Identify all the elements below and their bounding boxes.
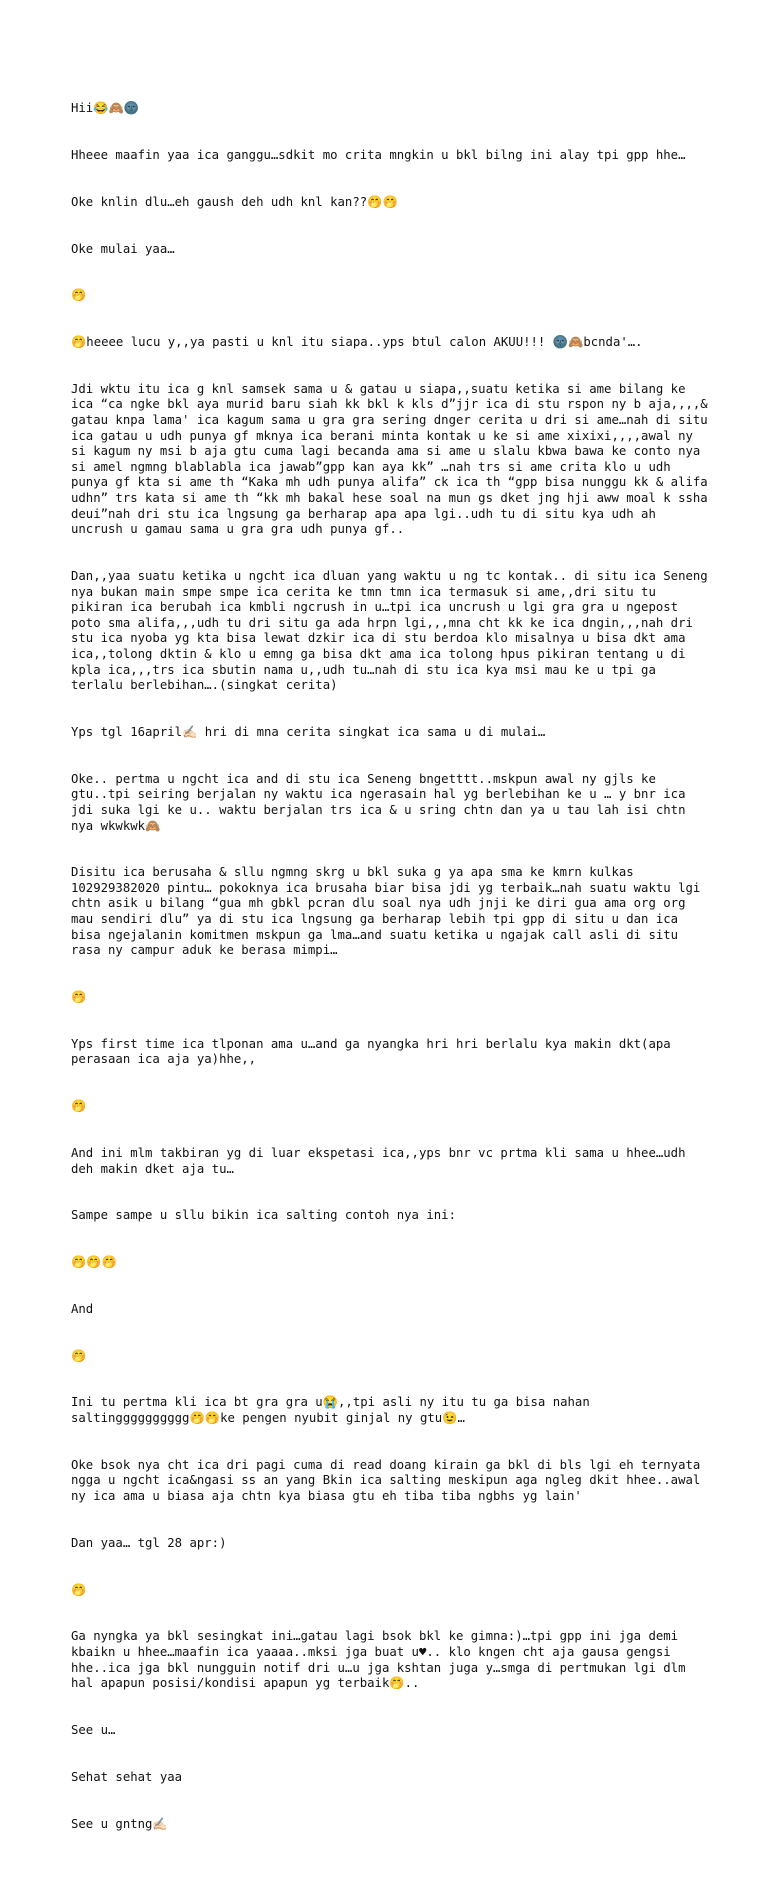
- document-body: [71, 70, 716, 1894]
- text-line: Ga nyngka ya bkl sesingkat ini…gatau lagi bsok bkl ke gimna:)…tpi gpp ini jga demi kbaikn u hhee…maafin ica yaaaa..mksi jga buat u♥.. klo kngen cht aja gausa gengsi hhe..ica jga bkl nungguin notif dri u…u jga kshtan juga y…smga di pertmukan lgi dlm hal apapun posisi/kondisi apapun yg terbaik🤭..: [71, 1629, 693, 1691]
- text-line: 🤭: [71, 1582, 87, 1597]
- text-line: 🤭: [71, 1348, 87, 1363]
- text-line: Oke knlin dlu…eh gaush deh udh knl kan??🤭🤭: [71, 194, 398, 209]
- paragraph: Yps first time ica tlponan ama u…and ga nyangka hri hri berlalu kya makin dkt(apa perasaan ica aja ya)hhe,,: [71, 1036, 679, 1067]
- text-line: 🤭: [71, 288, 87, 303]
- text-line: Ini tu pertma kli ica bt gra gra u😭,,tpi asli ny itu tu ga bisa nahan saltingggggggggg🤭🤭ke pengen nyubit ginjal ny gtu😉…: [71, 1395, 598, 1426]
- text-line: 🤭: [71, 990, 87, 1005]
- text-line: Hheee maafin yaa ica ganggu…sdkit mo crita mngkin u bkl bilng ini alay tpi gpp hhe…: [71, 147, 686, 162]
- paragraph: And ini mlm takbiran yg di luar ekspetasi ica,,yps bnr vc prtma kli sama u hhee…udh deh makin dket aja tu…: [71, 1145, 693, 1176]
- text-line: Sehat sehat yaa: [71, 1769, 183, 1784]
- text-line: [71, 1863, 711, 1879]
- text-line: Yps tgl 16april✍🏻 hri di mna cerita singkat ica sama u di mulai…: [71, 724, 546, 739]
- paragraph: Oke bsok nya cht ica dri pagi cuma di read doang kirain ga bkl di bls lgi eh ternyata ngga u ngcht ica&ngasi ss an yang Bkin ica salting meskipun aga ngleg dkit hhee..awal ny ica ama u biasa aja chtn kya biasa gtu eh tiba tiba ngbhs yg lain': [71, 1457, 708, 1504]
- paragraph: Dan,,yaa suatu ketika u ngcht ica dluan yang waktu u ng tc kontak.. di situ ica Seneng nya bukan main smpe smpe ica cerita ke tmn tmn ica termasuk si ame,,dri situ tu pikiran ica berubah ica kmbli ngcrush in u…tpi ica uncrush u lgi gra gra u ngepost poto sma alifa,,,udh tu dri situ ga ada hrpn lgi,,,mna cht kk ke ica dngin,,,nah dri stu ica nyoba yg kta bisa lewat dzkir ica di stu berdoa klo misalnya u bisa dkt ama ica,,tolong dktin & klo u emng ga bisa dkt ama ica tolong hpus pikiran tentang u di kpla ica,,,trs ica sbutin nama u,,udh tu…nah di stu ica kya msi mau ke u tpi ga terlalu berlebihan….(singkat cerita): [71, 569, 716, 693]
- paragraph: See u…: [71, 1722, 116, 1737]
- text-line: 🤭heeee lucu y,,ya pasti u knl itu siapa..yps btul calon AKUU!!! 🌚🙈bcnda'….: [71, 335, 643, 350]
- text-line: Oke mulai yaa…: [71, 241, 175, 256]
- text-line: And: [71, 1301, 94, 1316]
- paragraph: Jdi wktu itu ica g knl samsek sama u & gatau u siapa,,suatu ketika si ame bilang ke ica “ca ngke bkl aya murid baru siah kk bkl k kls d”jjr ica di stu rspon ny b aja,,,,& gatau knpa lama' ica kagum sama u gra gra sering dnger cerita u dri si ame…nah di situ ica gatau u udh punya gf mknya ica berani minta kontak u ke si ame xixixi,,,,awal ny si kagum ny msi b aja gtu cuma lagi becanda ama si ame u slalu kbwa bawa ke conto nya si amel ngmng blablabla ica jawab”gpp kan aya kk” …nah trs si ame crita klo u udh punya gf kta si ame th “Kaka mh udh punya alifa” ck ica th “gpp bisa nunggu kk & alifa udhn” trs kata si ame th “kk mh bakal hese soal na mun gs dket jng hji aww moal k ssha deui”nah dri stu ica lngsung ga berharap apa apa lgi..udh tu di situ kya udh ah uncrush u gamau sama u gra gra udh punya gf..: [71, 381, 716, 537]
- text-line: Sampe sampe u sllu bikin ica salting contoh nya ini:: [71, 1208, 456, 1223]
- paragraph: Oke.. pertma u ngcht ica and di stu ica Seneng bngetttt..mskpun awal ny gjls ke gtu..tpi seiring berjalan ny waktu ica ngerasain hal yg berlebihan ke u … y bnr ica jdi suka lgi ke u.. waktu berjalan trs ica & u sring chtn dan ya u tau lah isi chtn nya wkwkwk🙈: [71, 771, 693, 833]
- text-line: 🤭: [71, 1099, 87, 1114]
- text-line: Hii😂🙈🌚: [71, 101, 140, 116]
- text-line: 🤭🤭🤭: [71, 1255, 117, 1270]
- paragraph: Dan yaa… tgl 28 apr:): [71, 1535, 227, 1550]
- text-line: See u gntng✍🏻: [71, 1816, 168, 1831]
- paragraph: Disitu ica berusaha & sllu ngmng skrg u bkl suka g ya apa sma ke kmrn kulkas 102929382020 pintu… pokoknya ica brusaha biar bisa jdi yg terbaik…nah suatu waktu lgi chtn asik u bilang “gua mh gbkl pcran dlu soal nya udh jnji ke diri gua ama org org mau sendiri dlu” ya di stu ica lngsung ga berharap lebih tpi gpp di situ u dan ica bisa ngejalanin komitmen mskpun ga lma…and suatu ketika u ngajak call asli di situ rasa ny campur aduk ke berasa mimpi…: [71, 865, 708, 958]
